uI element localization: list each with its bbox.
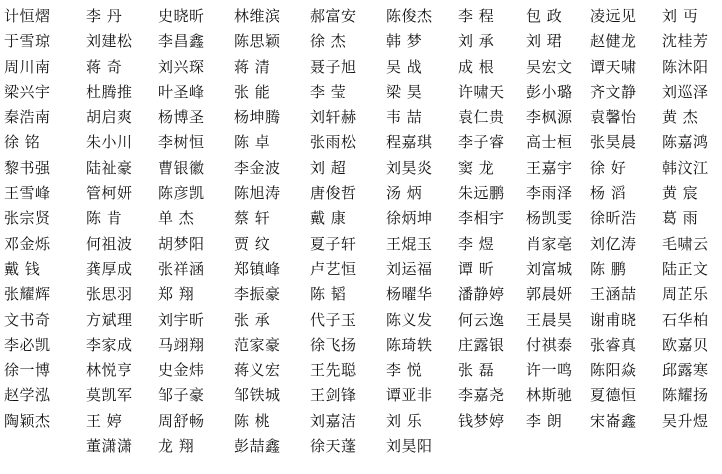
name-cell: 周芷乐 bbox=[662, 285, 709, 304]
name-cell: 付祺泰 bbox=[526, 335, 573, 354]
name-cell: 朱远鹏 bbox=[458, 184, 505, 203]
name-cell: 陈嘉鸿 bbox=[662, 133, 709, 152]
name-cell: 李昌鑫 bbox=[158, 32, 205, 51]
name-cell: 徐 杰 bbox=[310, 32, 347, 51]
name-cell: 王剑锋 bbox=[310, 386, 357, 405]
name-cell: 刘富城 bbox=[526, 259, 573, 278]
name-cell: 徐一博 bbox=[4, 361, 51, 380]
name-cell: 齐文静 bbox=[590, 82, 637, 101]
name-cell: 毛啸云 bbox=[662, 234, 709, 253]
name-cell: 林斯驰 bbox=[526, 386, 573, 405]
name-cell: 陆祉豪 bbox=[86, 158, 133, 177]
name-cell: 钱梦婷 bbox=[458, 411, 505, 430]
name-cell: 李树恒 bbox=[158, 133, 205, 152]
name-cell: 窦 龙 bbox=[458, 158, 495, 177]
name-cell: 谢甫晓 bbox=[590, 310, 637, 329]
name-cell: 葛 雨 bbox=[662, 209, 699, 228]
name-cell: 张祥涵 bbox=[158, 259, 205, 278]
name-row bbox=[0, 282, 722, 307]
name-cell: 夏子轩 bbox=[310, 234, 357, 253]
name-cell: 蒋 奇 bbox=[86, 57, 123, 76]
name-cell: 凌远见 bbox=[590, 7, 637, 25]
name-cell: 刘 承 bbox=[458, 32, 495, 51]
name-cell: 叶圣峰 bbox=[158, 82, 205, 101]
name-cell: 刘昊炎 bbox=[386, 158, 433, 177]
name-cell: 李 莹 bbox=[310, 82, 347, 101]
name-cell: 庄露银 bbox=[458, 335, 505, 354]
name-cell: 王晨昊 bbox=[526, 310, 573, 329]
name-cell: 郝富安 bbox=[310, 7, 357, 25]
name-cell: 张昊晨 bbox=[590, 133, 637, 152]
name-cell: 何祖波 bbox=[86, 234, 133, 253]
name-cell: 陈阳焱 bbox=[590, 361, 637, 380]
name-cell: 陈义发 bbox=[386, 310, 433, 329]
name-cell: 胡启爽 bbox=[86, 108, 133, 127]
name-cell: 蒋义宏 bbox=[234, 361, 281, 380]
name-cell: 史金炜 bbox=[158, 361, 205, 380]
name-cell: 张 承 bbox=[234, 310, 271, 329]
name-cell: 徐 铭 bbox=[4, 133, 41, 152]
name-cell: 韩汶江 bbox=[662, 158, 709, 177]
name-cell: 刘 超 bbox=[310, 158, 347, 177]
name-row bbox=[0, 181, 722, 206]
name-cell: 彭小璐 bbox=[526, 82, 573, 101]
name-row bbox=[0, 358, 722, 383]
name-cell: 李 程 bbox=[458, 7, 495, 25]
name-cell: 陈 肯 bbox=[86, 209, 123, 228]
name-cell: 周川南 bbox=[4, 57, 51, 76]
name-cell: 戴 钱 bbox=[4, 259, 41, 278]
name-cell: 汤 炳 bbox=[386, 184, 423, 203]
name-cell: 成 根 bbox=[458, 57, 495, 76]
name-cell: 史晓昕 bbox=[158, 7, 205, 25]
name-cell: 石华柏 bbox=[662, 310, 709, 329]
name-cell: 范家豪 bbox=[234, 335, 281, 354]
name-cell: 龙 翔 bbox=[158, 437, 195, 456]
name-cell: 陈 鹏 bbox=[590, 259, 627, 278]
name-cell: 刘宇昕 bbox=[158, 310, 205, 329]
name-cell: 文书奇 bbox=[4, 310, 51, 329]
name-cell: 杨博圣 bbox=[158, 108, 205, 127]
name-cell: 陈琦轶 bbox=[386, 335, 433, 354]
name-cell: 刘 珺 bbox=[526, 32, 563, 51]
name-cell: 徐昕浩 bbox=[590, 209, 637, 228]
name-cell: 潘静婷 bbox=[458, 285, 505, 304]
name-cell: 刘建松 bbox=[86, 32, 133, 51]
name-row bbox=[0, 308, 722, 333]
name-cell: 刘兴琛 bbox=[158, 57, 205, 76]
name-cell: 韩 梦 bbox=[386, 32, 423, 51]
name-cell: 王焜玉 bbox=[386, 234, 433, 253]
name-cell: 赵健龙 bbox=[590, 32, 637, 51]
name-cell: 聂子旭 bbox=[310, 57, 357, 76]
name-cell: 刘 乐 bbox=[386, 411, 423, 430]
name-cell: 梁兴宇 bbox=[4, 82, 51, 101]
name-cell: 张宗贤 bbox=[4, 209, 51, 228]
name-cell: 张睿真 bbox=[590, 335, 637, 354]
name-cell: 夏德恒 bbox=[590, 386, 637, 405]
name-cell: 陶颖杰 bbox=[4, 411, 51, 430]
name-cell: 谭亚非 bbox=[386, 386, 433, 405]
name-cell: 何云逸 bbox=[458, 310, 505, 329]
name-row bbox=[0, 80, 722, 105]
name-cell: 莫凯军 bbox=[86, 386, 133, 405]
name-cell: 杨 滔 bbox=[590, 184, 627, 203]
name-cell: 黎书强 bbox=[4, 158, 51, 177]
name-cell: 徐飞扬 bbox=[310, 335, 357, 354]
name-cell: 邹铁城 bbox=[234, 386, 281, 405]
name-cell: 杨坤腾 bbox=[234, 108, 281, 127]
name-cell: 龚厚成 bbox=[86, 259, 133, 278]
name-cell: 陆正文 bbox=[662, 259, 709, 278]
name-cell: 陈俊杰 bbox=[386, 7, 433, 25]
name-cell: 袁仁贵 bbox=[458, 108, 505, 127]
name-cell: 许啸天 bbox=[458, 82, 505, 101]
name-cell: 赵学泓 bbox=[4, 386, 51, 405]
name-cell: 林悦亨 bbox=[86, 361, 133, 380]
name-row bbox=[0, 29, 722, 54]
name-cell: 曹银徽 bbox=[158, 158, 205, 177]
name-cell: 吴宏文 bbox=[526, 57, 573, 76]
name-cell: 陈旭涛 bbox=[234, 184, 281, 203]
name-cell: 陈 桃 bbox=[234, 411, 271, 430]
name-cell: 秦浩南 bbox=[4, 108, 51, 127]
name-row bbox=[0, 130, 722, 155]
name-cell: 李嘉尧 bbox=[458, 386, 505, 405]
name-cell: 邹子豪 bbox=[158, 386, 205, 405]
name-cell: 谭 昕 bbox=[458, 259, 495, 278]
name-cell: 彭喆鑫 bbox=[234, 437, 281, 456]
name-cell: 陈彦凯 bbox=[158, 184, 205, 203]
name-cell: 张思羽 bbox=[86, 285, 133, 304]
name-cell: 管柯妍 bbox=[86, 184, 133, 203]
name-cell: 卢艺恒 bbox=[310, 259, 357, 278]
name-cell: 李家成 bbox=[86, 335, 133, 354]
name-cell: 陈沐阳 bbox=[662, 57, 709, 76]
name-row bbox=[0, 383, 722, 408]
name-cell: 刘 丏 bbox=[662, 7, 699, 25]
name-cell: 王先聪 bbox=[310, 361, 357, 380]
name-cell: 林维滨 bbox=[234, 7, 281, 25]
name-cell: 胡梦阳 bbox=[158, 234, 205, 253]
name-cell: 蔡 轩 bbox=[234, 209, 271, 228]
name-cell: 吴升煜 bbox=[662, 411, 709, 430]
name-cell: 朱小川 bbox=[86, 133, 133, 152]
name-cell: 袁馨怡 bbox=[590, 108, 637, 127]
name-cell: 杨凯雯 bbox=[526, 209, 573, 228]
name-cell: 董潇潇 bbox=[86, 437, 133, 456]
name-cell: 于雪琼 bbox=[4, 32, 51, 51]
name-cell: 贾 纹 bbox=[234, 234, 271, 253]
name-cell: 张 磊 bbox=[458, 361, 495, 380]
name-cell: 宋崙鑫 bbox=[590, 411, 637, 430]
name-cell: 邓金烁 bbox=[4, 234, 51, 253]
name-cell: 张 能 bbox=[234, 82, 271, 101]
name-cell: 吴 战 bbox=[386, 57, 423, 76]
name-cell: 代子玉 bbox=[310, 310, 357, 329]
name-cell: 刘轩赫 bbox=[310, 108, 357, 127]
name-row bbox=[0, 156, 722, 181]
name-cell: 杨曜华 bbox=[386, 285, 433, 304]
name-cell: 徐天蓬 bbox=[310, 437, 357, 456]
name-cell: 徐炳坤 bbox=[386, 209, 433, 228]
name-cell: 李雨泽 bbox=[526, 184, 573, 203]
name-cell: 黄 杰 bbox=[662, 108, 699, 127]
name-row bbox=[0, 257, 722, 282]
name-cell: 李相宇 bbox=[458, 209, 505, 228]
name-cell: 高士桓 bbox=[526, 133, 573, 152]
name-cell: 欧嘉贝 bbox=[662, 335, 709, 354]
name-row bbox=[0, 105, 722, 130]
name-row bbox=[0, 333, 722, 358]
name-cell: 程嘉琪 bbox=[386, 133, 433, 152]
name-cell: 包 政 bbox=[526, 7, 563, 25]
name-cell: 计恒熠 bbox=[4, 7, 51, 25]
name-row bbox=[0, 232, 722, 257]
name-cell: 刘巡泽 bbox=[662, 82, 709, 101]
name-cell: 陈思颖 bbox=[234, 32, 281, 51]
name-cell: 刘亿涛 bbox=[590, 234, 637, 253]
name-cell: 刘昊阳 bbox=[386, 437, 433, 456]
name-cell: 李子睿 bbox=[458, 133, 505, 152]
name-cell: 沈桂芳 bbox=[662, 32, 709, 51]
name-cell: 邱露寒 bbox=[662, 361, 709, 380]
name-cell: 张雨松 bbox=[310, 133, 357, 152]
name-cell: 李必凯 bbox=[4, 335, 51, 354]
name-row bbox=[0, 434, 722, 459]
name-cell: 李 悦 bbox=[386, 361, 423, 380]
name-row bbox=[0, 55, 722, 80]
name-cell: 王嘉宇 bbox=[526, 158, 573, 177]
name-cell: 刘运福 bbox=[386, 259, 433, 278]
name-cell: 李枫源 bbox=[526, 108, 573, 127]
name-cell: 陈耀扬 bbox=[662, 386, 709, 405]
name-cell: 刘嘉洁 bbox=[310, 411, 357, 430]
name-cell: 陈 卓 bbox=[234, 133, 271, 152]
name-cell: 谭天啸 bbox=[590, 57, 637, 76]
name-row bbox=[0, 206, 722, 231]
name-cell: 王涵喆 bbox=[590, 285, 637, 304]
name-cell: 陈 韬 bbox=[310, 285, 347, 304]
name-cell: 梁 昊 bbox=[386, 82, 423, 101]
name-cell: 肖家亳 bbox=[526, 234, 573, 253]
name-cell: 许一鸣 bbox=[526, 361, 573, 380]
name-cell: 李 丹 bbox=[86, 7, 123, 25]
name-cell: 蒋 清 bbox=[234, 57, 271, 76]
name-cell: 方斌理 bbox=[86, 310, 133, 329]
name-cell: 王雪峰 bbox=[4, 184, 51, 203]
name-cell: 单 杰 bbox=[158, 209, 195, 228]
name-cell: 王 婷 bbox=[86, 411, 123, 430]
name-row bbox=[0, 4, 722, 29]
name-cell: 黄 宸 bbox=[662, 184, 699, 203]
name-cell: 李金波 bbox=[234, 158, 281, 177]
name-cell: 李 朗 bbox=[526, 411, 563, 430]
name-cell: 戴 康 bbox=[310, 209, 347, 228]
name-cell: 周舒畅 bbox=[158, 411, 205, 430]
name-cell: 李 煜 bbox=[458, 234, 495, 253]
name-cell: 徐 好 bbox=[590, 158, 627, 177]
name-cell: 张耀辉 bbox=[4, 285, 51, 304]
name-cell: 郑镇峰 bbox=[234, 259, 281, 278]
name-cell: 唐俊哲 bbox=[310, 184, 357, 203]
name-cell: 马翊翔 bbox=[158, 335, 205, 354]
name-cell: 李振豪 bbox=[234, 285, 281, 304]
name-cell: 郑 翔 bbox=[158, 285, 195, 304]
name-row bbox=[0, 409, 722, 434]
name-cell: 韦 喆 bbox=[386, 108, 423, 127]
name-cell: 杜腾推 bbox=[86, 82, 133, 101]
name-cell: 郭晨妍 bbox=[526, 285, 573, 304]
